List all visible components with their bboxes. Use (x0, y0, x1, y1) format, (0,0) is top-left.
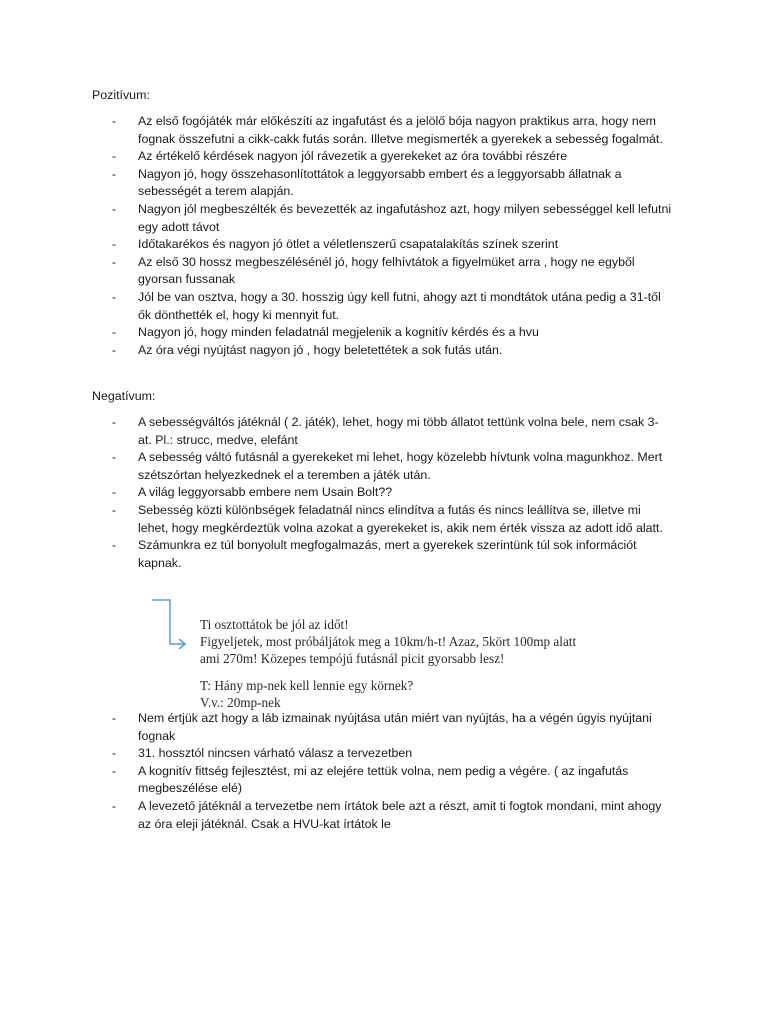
list-item: - Az első 30 hossz megbeszélésénél jó, hogy felhívtátok a figyelmüket arra , hogy ne egyből gyorsan fussanak (112, 254, 672, 289)
list-item: - A világ leggyorsabb embere nem Usain Bolt?? (112, 484, 672, 502)
excerpt-line: Figyeljetek, most próbáljátok meg a 10km/h-t! Azaz, 5kört 100mp alatt (200, 634, 577, 649)
list-item: - Az első fogójáték már előkészíti az ingafutást és a jelölő bója nagyon praktikus arra, hogy nem fognak összefutni a cikk-cakk futás során. Illetve megismerték a gyerekek a sebesség fogalmát. (112, 113, 672, 148)
pointer-arrow-icon (150, 598, 190, 650)
excerpt-question: T: Hány mp-nek kell lennie egy körnek? (200, 678, 414, 693)
list-item: - Jól be van osztva, hogy a 30. hosszig úgy kell futni, ahogy azt ti mondtátok utána pedig a 31-től ők dönthették el, hogy ki mennyit fut. (112, 289, 672, 324)
excerpt-line: Ti osztottátok be jól az időt! (200, 617, 349, 632)
list-item: - Az értékelő kérdések nagyon jól rávezetik a gyerekeket az óra további részére (112, 148, 672, 166)
positive-heading: Pozitívum: (92, 88, 150, 102)
list-item: - Nem értjük azt hogy a láb izmainak nyújtása után miért van nyújtás, ha a végén úgyis nyújtani fognak (112, 710, 672, 745)
list-item: - Nagyon jól megbeszélték és bevezették az ingafutáshoz azt, hogy milyen sebességgel kell lefutni egy adott távot (112, 201, 672, 236)
negative-heading: Negatívum: (92, 389, 156, 403)
list-item: - Számunkra ez túl bonyolult megfogalmazás, mert a gyerekek szerintünk túl sok információt kapnak. (112, 537, 672, 572)
excerpt-answer: V.v.: 20mp-nek (200, 695, 281, 710)
list-item: - Időtakarékos és nagyon jó ötlet a véletlenszerű csapatalakítás színek szerint (112, 236, 672, 254)
positive-list (112, 113, 672, 359)
negative-list-continued (112, 710, 672, 833)
list-item: - Nagyon jó, hogy minden feladatnál megjelenik a kognitív kérdés és a hvu (112, 324, 672, 342)
list-item: - A sebességváltós játéknál ( 2. játék), lehet, hogy mi több állatot tettünk volna bele, nem csak 3-at. Pl.: strucc, medve, elefánt (112, 414, 672, 449)
negative-list (112, 414, 672, 572)
list-item: - A kognitív fittség fejlesztést, mi az elejére tettük volna, nem pedig a végére. ( az ingafutás megbeszélése elé) (112, 763, 672, 798)
quoted-plan-excerpt (200, 616, 660, 711)
list-item: - A levezető játéknál a tervezetbe nem írtátok bele azt a részt, amit ti fogtok mondani, mint ahogy az óra eleji játéknál. Csak a HVU-kat írtátok le (112, 798, 672, 833)
list-item: - A sebesség váltó futásnál a gyerekeket mi lehet, hogy közelebb hívtunk volna magunkhoz. Mert szétszórtan helyezkednek el a teremben a játék után. (112, 449, 672, 484)
list-item: - Sebesség közti különbségek feladatnál nincs elindítva a futás és nincs leállítva se, illetve mi lehet, hogy megkérdeztük volna azokat a gyerekeket is, akik nem érték vissza az adott idő alatt. (112, 502, 672, 537)
list-item: - Nagyon jó, hogy összehasonlítottátok a leggyorsabb embert és a leggyorsabb állatnak a sebességét a terem alapján. (112, 166, 672, 201)
list-item: - 31. hossztól nincsen várható válasz a tervezetben (112, 745, 672, 763)
list-item: - Az óra végi nyújtást nagyon jó , hogy beletettétek a sok futás után. (112, 342, 672, 360)
excerpt-line: ami 270m! Közepes tempójú futásnál picit gyorsabb lesz! (200, 651, 505, 666)
